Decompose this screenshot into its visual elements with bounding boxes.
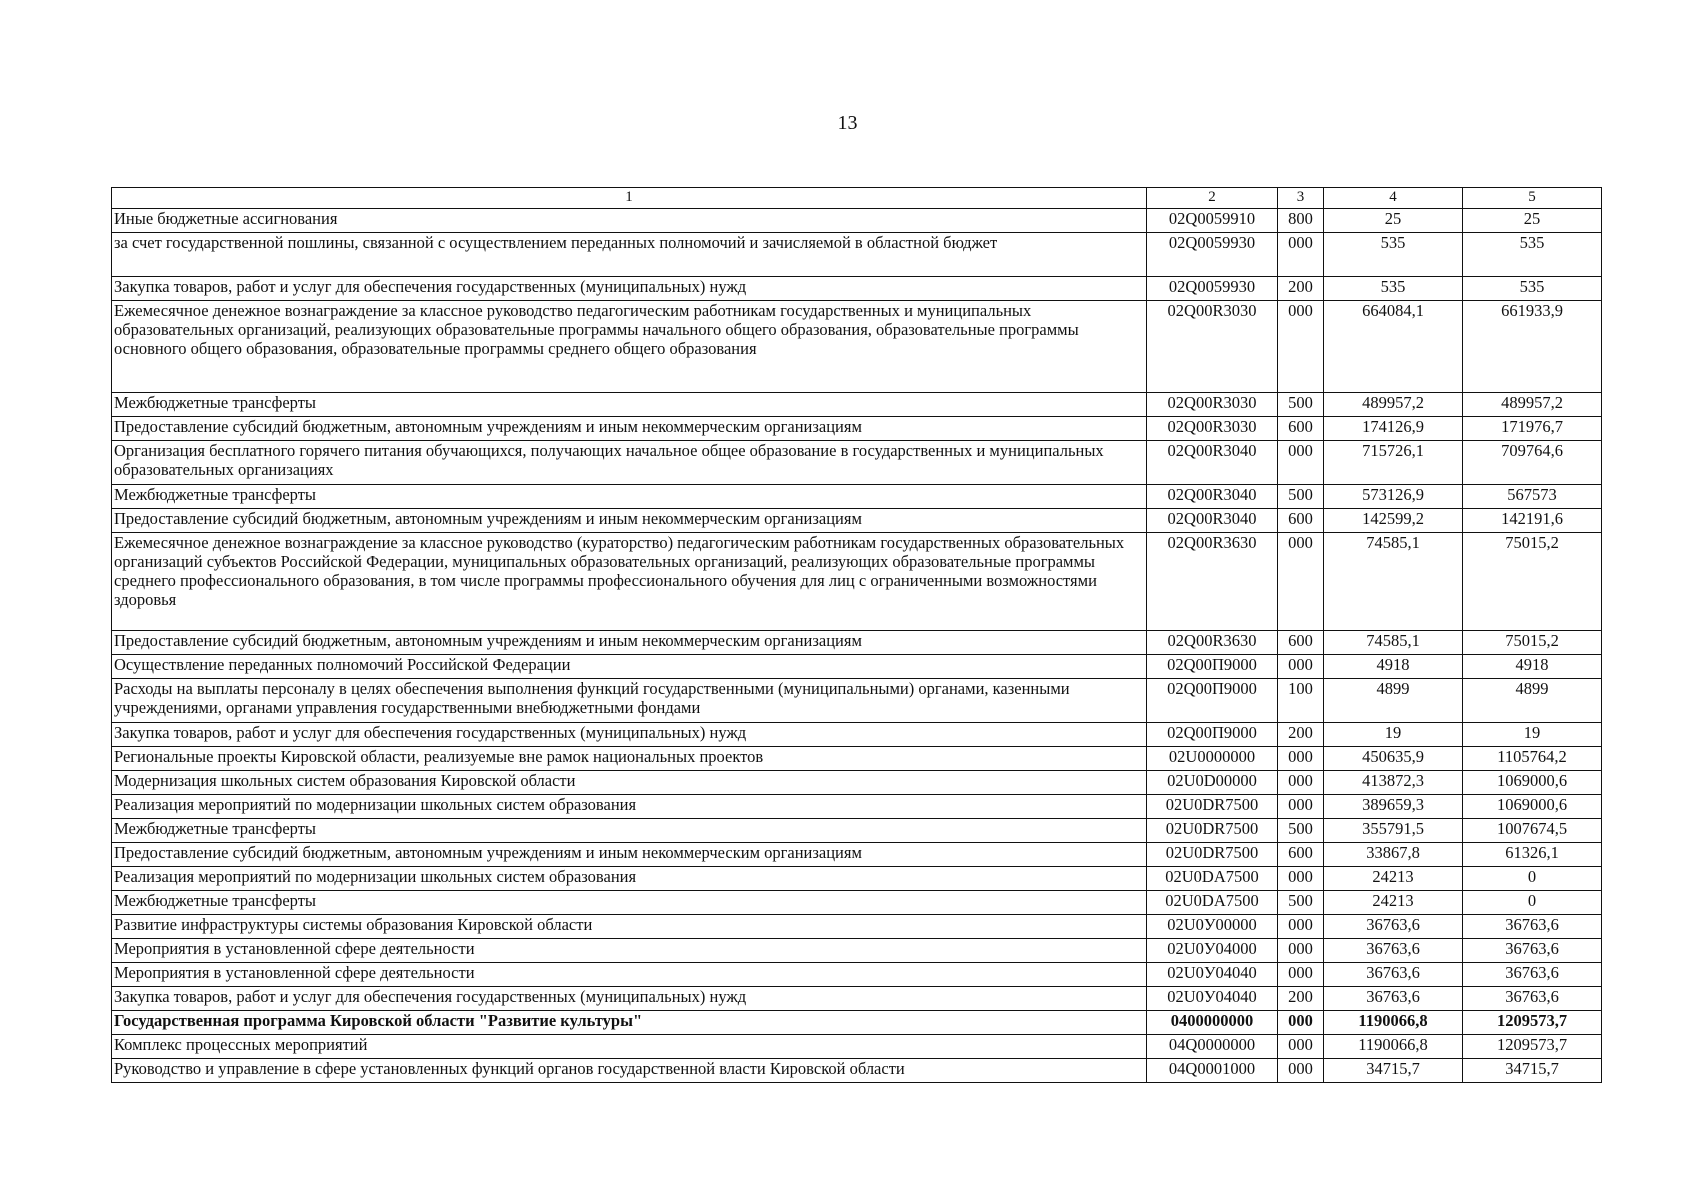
row-type-cell: 600 <box>1278 417 1324 441</box>
row-type-cell: 000 <box>1278 747 1324 771</box>
row-value-2025-cell: 74585,1 <box>1324 631 1463 655</box>
table-row <box>112 723 1602 747</box>
row-type-cell: 600 <box>1278 631 1324 655</box>
row-name-cell: Предоставление субсидий бюджетным, автономным учреждениям и иным некоммерческим организациям <box>112 631 1147 655</box>
row-value-2025-cell: 74585,1 <box>1324 533 1463 631</box>
row-value-2026-cell: 1007674,5 <box>1463 819 1602 843</box>
row-code-cell: 02Q00R3040 <box>1147 441 1278 485</box>
table-row <box>112 771 1602 795</box>
table-row <box>112 1059 1602 1083</box>
row-code-cell: 02Q00R3040 <box>1147 485 1278 509</box>
row-code-cell: 02Q0059910 <box>1147 209 1278 233</box>
row-value-2025-cell: 355791,5 <box>1324 819 1463 843</box>
row-type-cell: 000 <box>1278 533 1324 631</box>
row-value-2026-cell: 0 <box>1463 891 1602 915</box>
row-value-2026-cell: 709764,6 <box>1463 441 1602 485</box>
row-code-cell: 0400000000 <box>1147 1011 1278 1035</box>
column-header: 3 <box>1278 188 1324 209</box>
row-code-cell: 02Q00П9000 <box>1147 723 1278 747</box>
row-value-2026-cell: 1069000,6 <box>1463 795 1602 819</box>
row-type-cell: 600 <box>1278 509 1324 533</box>
row-name-cell: Закупка товаров, работ и услуг для обеспечения государственных (муниципальных) нужд <box>112 277 1147 301</box>
row-code-cell: 02Q00R3030 <box>1147 417 1278 441</box>
row-value-2026-cell: 535 <box>1463 233 1602 277</box>
row-name-cell: Реализация мероприятий по модернизации школьных систем образования <box>112 867 1147 891</box>
row-name-cell: Ежемесячное денежное вознаграждение за классное руководство (кураторство) педагогическим работникам государственных образовательных организаций субъектов Российской Федерации, муниципальных образовательных организаций, реализующих образовательные программы среднего профессионального образования, в том числе программы профессионального обучения для лиц с ограниченными возможностями здоровья <box>112 533 1147 631</box>
row-type-cell: 500 <box>1278 393 1324 417</box>
row-code-cell: 02Q00R3630 <box>1147 631 1278 655</box>
row-value-2026-cell: 567573 <box>1463 485 1602 509</box>
row-code-cell: 02U0000000 <box>1147 747 1278 771</box>
row-code-cell: 02Q00П9000 <box>1147 655 1278 679</box>
row-name-cell: Реализация мероприятий по модернизации школьных систем образования <box>112 795 1147 819</box>
row-type-cell: 000 <box>1278 1011 1324 1035</box>
table-row <box>112 301 1602 393</box>
row-type-cell: 000 <box>1278 771 1324 795</box>
row-value-2025-cell: 4918 <box>1324 655 1463 679</box>
row-name-cell: Предоставление субсидий бюджетным, автономным учреждениям и иным некоммерческим организациям <box>112 843 1147 867</box>
row-code-cell: 02U0У04040 <box>1147 963 1278 987</box>
row-type-cell: 000 <box>1278 915 1324 939</box>
row-name-cell: Предоставление субсидий бюджетным, автономным учреждениям и иным некоммерческим организациям <box>112 509 1147 533</box>
row-value-2025-cell: 1190066,8 <box>1324 1035 1463 1059</box>
table-body <box>112 209 1602 1083</box>
table-header-row <box>112 188 1602 209</box>
table-row <box>112 939 1602 963</box>
row-value-2025-cell: 389659,3 <box>1324 795 1463 819</box>
row-value-2025-cell: 33867,8 <box>1324 843 1463 867</box>
row-code-cell: 02Q0059930 <box>1147 277 1278 301</box>
table-row <box>112 963 1602 987</box>
row-value-2026-cell: 1069000,6 <box>1463 771 1602 795</box>
table-row <box>112 891 1602 915</box>
row-code-cell: 02U0DA7500 <box>1147 891 1278 915</box>
row-name-cell: Комплекс процессных мероприятий <box>112 1035 1147 1059</box>
row-value-2025-cell: 450635,9 <box>1324 747 1463 771</box>
row-value-2026-cell: 75015,2 <box>1463 631 1602 655</box>
row-type-cell: 000 <box>1278 301 1324 393</box>
row-value-2026-cell: 36763,6 <box>1463 987 1602 1011</box>
column-header: 5 <box>1463 188 1602 209</box>
row-value-2025-cell: 24213 <box>1324 867 1463 891</box>
row-name-cell: Руководство и управление в сфере установленных функций органов государственной власти Кировской области <box>112 1059 1147 1083</box>
row-code-cell: 02Q00R3630 <box>1147 533 1278 631</box>
row-name-cell: Модернизация школьных систем образования Кировской области <box>112 771 1147 795</box>
table-row <box>112 233 1602 277</box>
row-type-cell: 500 <box>1278 891 1324 915</box>
table-row <box>112 867 1602 891</box>
row-type-cell: 000 <box>1278 867 1324 891</box>
row-type-cell: 600 <box>1278 843 1324 867</box>
table-row <box>112 843 1602 867</box>
row-value-2025-cell: 36763,6 <box>1324 963 1463 987</box>
row-code-cell: 02U0У04040 <box>1147 987 1278 1011</box>
row-name-cell: Иные бюджетные ассигнования <box>112 209 1147 233</box>
table-row <box>112 747 1602 771</box>
row-value-2026-cell: 4918 <box>1463 655 1602 679</box>
row-code-cell: 02Q0059930 <box>1147 233 1278 277</box>
row-value-2025-cell: 489957,2 <box>1324 393 1463 417</box>
row-value-2026-cell: 36763,6 <box>1463 915 1602 939</box>
row-value-2026-cell: 142191,6 <box>1463 509 1602 533</box>
row-name-cell: Организация бесплатного горячего питания обучающихся, получающих начальное общее образование в государственных и муниципальных образовательных организациях <box>112 441 1147 485</box>
table-row <box>112 1011 1602 1035</box>
table-row <box>112 819 1602 843</box>
row-name-cell: за счет государственной пошлины, связанной с осуществлением переданных полномочий и зачисляемой в областной бюджет <box>112 233 1147 277</box>
row-name-cell: Межбюджетные трансферты <box>112 819 1147 843</box>
row-type-cell: 000 <box>1278 233 1324 277</box>
table-row <box>112 277 1602 301</box>
row-value-2026-cell: 19 <box>1463 723 1602 747</box>
table-row <box>112 393 1602 417</box>
row-code-cell: 02U0D00000 <box>1147 771 1278 795</box>
row-value-2025-cell: 4899 <box>1324 679 1463 723</box>
row-value-2026-cell: 0 <box>1463 867 1602 891</box>
table-row <box>112 485 1602 509</box>
row-name-cell: Государственная программа Кировской области "Развитие культуры" <box>112 1011 1147 1035</box>
row-name-cell: Закупка товаров, работ и услуг для обеспечения государственных (муниципальных) нужд <box>112 723 1147 747</box>
row-value-2025-cell: 25 <box>1324 209 1463 233</box>
row-type-cell: 000 <box>1278 963 1324 987</box>
row-code-cell: 04Q0000000 <box>1147 1035 1278 1059</box>
row-type-cell: 200 <box>1278 987 1324 1011</box>
row-value-2025-cell: 664084,1 <box>1324 301 1463 393</box>
row-type-cell: 800 <box>1278 209 1324 233</box>
column-header: 1 <box>112 188 1147 209</box>
row-value-2026-cell: 535 <box>1463 277 1602 301</box>
table-row <box>112 915 1602 939</box>
row-name-cell: Межбюджетные трансферты <box>112 485 1147 509</box>
row-name-cell: Расходы на выплаты персоналу в целях обеспечения выполнения функций государственными (муниципальными) органами, казенными учреждениями, органами управления государственными внебюджетными фондами <box>112 679 1147 723</box>
row-type-cell: 100 <box>1278 679 1324 723</box>
row-type-cell: 200 <box>1278 277 1324 301</box>
row-code-cell: 02Q00R3030 <box>1147 393 1278 417</box>
row-name-cell: Межбюджетные трансферты <box>112 891 1147 915</box>
row-value-2025-cell: 19 <box>1324 723 1463 747</box>
row-value-2026-cell: 4899 <box>1463 679 1602 723</box>
row-type-cell: 000 <box>1278 939 1324 963</box>
row-value-2026-cell: 1209573,7 <box>1463 1035 1602 1059</box>
row-value-2026-cell: 34715,7 <box>1463 1059 1602 1083</box>
row-value-2025-cell: 34715,7 <box>1324 1059 1463 1083</box>
row-type-cell: 500 <box>1278 485 1324 509</box>
row-value-2025-cell: 142599,2 <box>1324 509 1463 533</box>
row-code-cell: 02U0DR7500 <box>1147 795 1278 819</box>
row-value-2026-cell: 1105764,2 <box>1463 747 1602 771</box>
row-type-cell: 000 <box>1278 1035 1324 1059</box>
row-code-cell: 02Q00R3040 <box>1147 509 1278 533</box>
row-value-2025-cell: 24213 <box>1324 891 1463 915</box>
table-row <box>112 209 1602 233</box>
row-name-cell: Мероприятия в установленной сфере деятельности <box>112 963 1147 987</box>
row-value-2026-cell: 36763,6 <box>1463 963 1602 987</box>
table-row <box>112 679 1602 723</box>
row-value-2025-cell: 174126,9 <box>1324 417 1463 441</box>
table-row <box>112 795 1602 819</box>
row-value-2026-cell: 25 <box>1463 209 1602 233</box>
table-row <box>112 1035 1602 1059</box>
row-name-cell: Предоставление субсидий бюджетным, автономным учреждениям и иным некоммерческим организациям <box>112 417 1147 441</box>
page-number: 13 <box>837 112 858 134</box>
row-name-cell: Закупка товаров, работ и услуг для обеспечения государственных (муниципальных) нужд <box>112 987 1147 1011</box>
row-value-2025-cell: 535 <box>1324 277 1463 301</box>
row-value-2025-cell: 573126,9 <box>1324 485 1463 509</box>
table-row <box>112 417 1602 441</box>
row-value-2026-cell: 171976,7 <box>1463 417 1602 441</box>
row-value-2026-cell: 661933,9 <box>1463 301 1602 393</box>
row-code-cell: 02U0DR7500 <box>1147 843 1278 867</box>
row-value-2026-cell: 1209573,7 <box>1463 1011 1602 1035</box>
row-value-2025-cell: 535 <box>1324 233 1463 277</box>
row-type-cell: 000 <box>1278 655 1324 679</box>
row-code-cell: 04Q0001000 <box>1147 1059 1278 1083</box>
row-value-2025-cell: 715726,1 <box>1324 441 1463 485</box>
row-code-cell: 02U0DA7500 <box>1147 867 1278 891</box>
row-value-2025-cell: 1190066,8 <box>1324 1011 1463 1035</box>
row-type-cell: 000 <box>1278 441 1324 485</box>
column-header: 2 <box>1147 188 1278 209</box>
row-value-2025-cell: 413872,3 <box>1324 771 1463 795</box>
row-name-cell: Ежемесячное денежное вознаграждение за классное руководство педагогическим работникам государственных и муниципальных образовательных организаций, реализующих образовательные программы начального общего образования, образовательные программы основного общего образования, образовательные программы среднего общего образования <box>112 301 1147 393</box>
row-value-2026-cell: 75015,2 <box>1463 533 1602 631</box>
table-row <box>112 987 1602 1011</box>
table-row <box>112 655 1602 679</box>
row-value-2026-cell: 489957,2 <box>1463 393 1602 417</box>
row-code-cell: 02U0У00000 <box>1147 915 1278 939</box>
column-header: 4 <box>1324 188 1463 209</box>
budget-table <box>111 187 1602 1083</box>
row-name-cell: Мероприятия в установленной сфере деятельности <box>112 939 1147 963</box>
table-row <box>112 441 1602 485</box>
row-value-2025-cell: 36763,6 <box>1324 915 1463 939</box>
row-value-2025-cell: 36763,6 <box>1324 939 1463 963</box>
row-code-cell: 02Q00П9000 <box>1147 679 1278 723</box>
row-code-cell: 02Q00R3030 <box>1147 301 1278 393</box>
row-value-2026-cell: 36763,6 <box>1463 939 1602 963</box>
table-row <box>112 631 1602 655</box>
row-name-cell: Осуществление переданных полномочий Российской Федерации <box>112 655 1147 679</box>
table-row <box>112 533 1602 631</box>
row-type-cell: 000 <box>1278 795 1324 819</box>
row-type-cell: 500 <box>1278 819 1324 843</box>
row-code-cell: 02U0У04000 <box>1147 939 1278 963</box>
row-value-2026-cell: 61326,1 <box>1463 843 1602 867</box>
row-name-cell: Развитие инфраструктуры системы образования Кировской области <box>112 915 1147 939</box>
table-row <box>112 509 1602 533</box>
row-name-cell: Региональные проекты Кировской области, реализуемые вне рамок национальных проектов <box>112 747 1147 771</box>
row-code-cell: 02U0DR7500 <box>1147 819 1278 843</box>
row-name-cell: Межбюджетные трансферты <box>112 393 1147 417</box>
row-value-2025-cell: 36763,6 <box>1324 987 1463 1011</box>
row-type-cell: 200 <box>1278 723 1324 747</box>
row-type-cell: 000 <box>1278 1059 1324 1083</box>
